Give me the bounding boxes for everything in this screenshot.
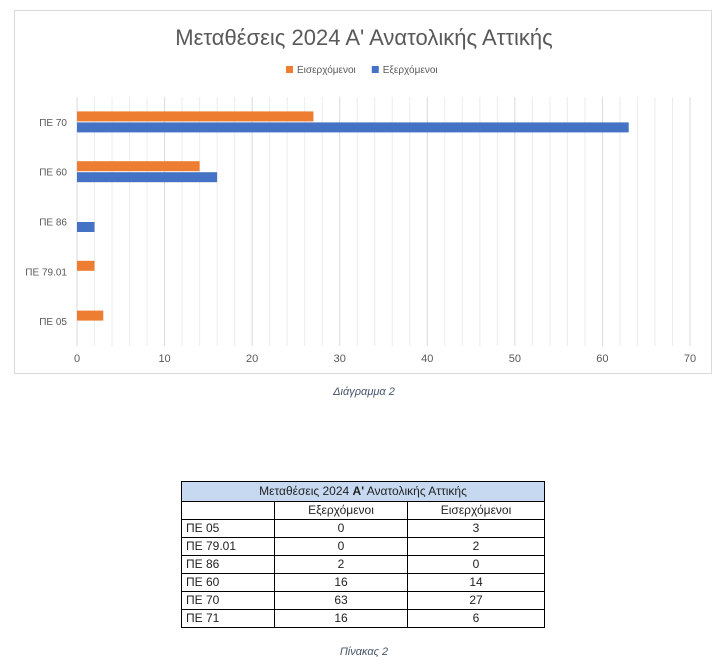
bar-chart [15, 11, 713, 375]
table-header-incoming: Εισερχόμενοι [408, 502, 545, 520]
x-tick-label: 60 [596, 353, 609, 365]
table-row [182, 592, 545, 610]
table-row [182, 610, 545, 628]
table-header-row [182, 502, 545, 520]
table-cell-category: ΠΕ 86 [182, 556, 275, 574]
legend-label: Εξερχόμενοι [382, 65, 438, 76]
x-tick-label: 40 [421, 353, 434, 365]
bar-incoming [77, 261, 95, 271]
x-tick-label: 10 [158, 353, 171, 365]
table-cell-outgoing: 16 [275, 574, 408, 592]
table-row [182, 520, 545, 538]
legend-swatch [286, 66, 293, 73]
table-row [182, 574, 545, 592]
bar-incoming [77, 311, 103, 321]
bar-outgoing [77, 172, 217, 182]
y-tick-label: ΠΕ 05 [39, 317, 67, 329]
table-cell-incoming: 6 [408, 610, 545, 628]
chart-caption: Διάγραμμα 2 [333, 386, 395, 398]
table-header-outgoing: Εξερχόμενοι [275, 502, 408, 520]
table-cell-category: ΠΕ 79.01 [182, 538, 275, 556]
table-cell-incoming: 3 [408, 520, 545, 538]
x-tick-label: 50 [508, 353, 521, 365]
table-cell-category: ΠΕ 71 [182, 610, 275, 628]
chart-title: Μεταθέσεις 2024 Α' Ανατολικής Αττικής [175, 25, 553, 50]
table-cell-category: ΠΕ 70 [182, 592, 275, 610]
y-tick-label: ΠΕ 60 [39, 167, 67, 179]
y-tick-label: ΠΕ 86 [39, 217, 67, 229]
table-cell-incoming: 2 [408, 538, 545, 556]
table-cell-outgoing: 0 [275, 520, 408, 538]
data-table [181, 481, 545, 628]
legend-swatch [372, 66, 379, 73]
table-cell-outgoing: 63 [275, 592, 408, 610]
table-cell-outgoing: 16 [275, 610, 408, 628]
bar-incoming [77, 111, 313, 121]
y-tick-label: ΠΕ 79.01 [25, 267, 67, 279]
table-cell-incoming: 27 [408, 592, 545, 610]
table-row [182, 538, 545, 556]
chart-container [14, 10, 712, 374]
table-cell-incoming: 0 [408, 556, 545, 574]
bar-outgoing [77, 222, 95, 232]
table-title-row [182, 482, 545, 502]
table-cell-category: ΠΕ 05 [182, 520, 275, 538]
x-tick-label: 70 [683, 353, 697, 365]
bar-outgoing [77, 122, 629, 132]
table-header-empty [182, 502, 275, 520]
table-cell-incoming: 14 [408, 574, 545, 592]
table-title [182, 482, 545, 502]
x-tick-label: 0 [73, 353, 81, 365]
x-tick-label: 30 [333, 353, 346, 365]
table-title-suffix: Ανατολικής Αττικής [364, 484, 467, 498]
table-row [182, 556, 545, 574]
y-tick-label: ΠΕ 70 [39, 117, 67, 129]
x-tick-label: 20 [246, 353, 259, 365]
bar-incoming [77, 161, 200, 171]
table-title-bold: Α' [352, 484, 365, 498]
table-cell-category: ΠΕ 60 [182, 574, 275, 592]
table-cell-outgoing: 2 [275, 556, 408, 574]
table-title-prefix: Μεταθέσεις 2024 [259, 484, 353, 498]
table-caption: Πίνακας 2 [339, 646, 389, 658]
legend-label: Εισερχόμενοι [297, 65, 356, 76]
table-cell-outgoing: 0 [275, 538, 408, 556]
